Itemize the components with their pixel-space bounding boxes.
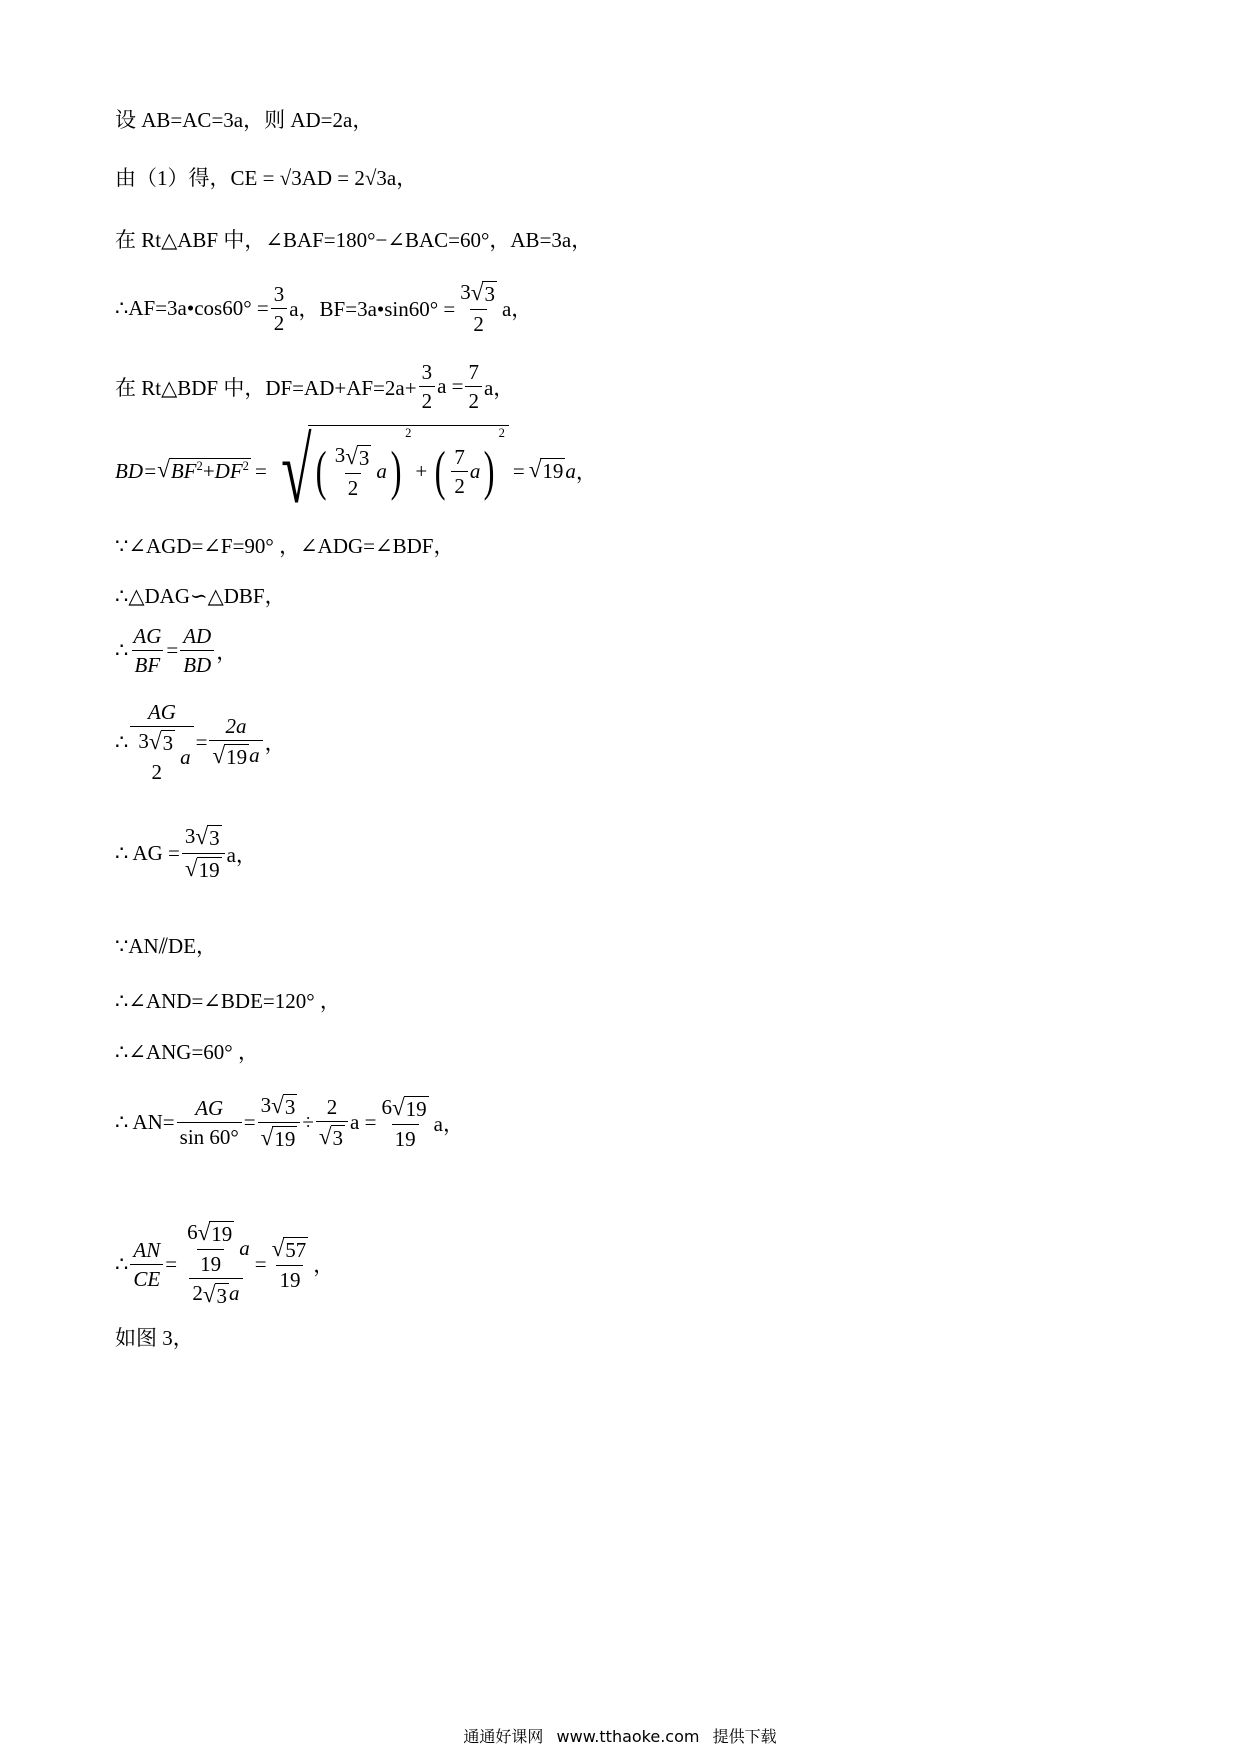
text: = xyxy=(165,1251,178,1276)
text: 如图 3， xyxy=(115,1326,194,1350)
text: ∵AN⫽DE， xyxy=(115,934,218,958)
line-4 xyxy=(115,280,532,336)
text: a = xyxy=(350,1110,377,1135)
line-14 xyxy=(115,1036,259,1066)
line-17 xyxy=(115,1322,194,1352)
text: ∵∠AGD=∠F=90° ，∠ADG=∠BDF， xyxy=(115,534,455,558)
text: 在 Rt△BDF 中，DF=AD+AF=2a+ xyxy=(115,375,417,400)
text: = xyxy=(195,729,208,754)
text: ∴∠ANG=60° ， xyxy=(115,1040,259,1064)
line-5 xyxy=(115,360,514,413)
text: ∴ xyxy=(115,729,129,754)
footer-url[interactable]: www.tthaoke.com xyxy=(556,1727,700,1746)
text: = xyxy=(166,638,179,663)
text: ∴AF=3a•cos60° = xyxy=(115,295,269,320)
fraction: 3 √ 3 2 xyxy=(460,279,495,337)
line-3 xyxy=(115,224,592,254)
line-9: ∴ $\frac{AG}{BF}$ = $\frac{AD}{BD}$ ， xyxy=(115,624,238,678)
text: a，BF=3a•sin60° = xyxy=(289,297,456,322)
sqrt: √ $BF^2+DF^2$ xyxy=(157,456,249,484)
text: ， xyxy=(216,639,238,664)
text: 由（1）得， xyxy=(115,166,231,190)
text: 在 Rt△ABF 中，∠BAF=180°−∠BAC=60°，AB=3a， xyxy=(115,228,593,252)
text: ∴ xyxy=(115,1251,129,1276)
text: a， xyxy=(483,375,515,400)
text: ∴ AN= xyxy=(115,1110,175,1135)
line-2 xyxy=(115,162,417,192)
line-6: BD= √ $BF^2+DF^2$ = √ ( 3 √ 3 2 a ) 2 + ( 7 2 a ) 2 = √ 19 a ， xyxy=(115,420,597,522)
footer-note: 提供下载 xyxy=(712,1727,777,1746)
text: ÷ xyxy=(302,1110,314,1135)
line-15: ∴ AN= $\frac{AG}{\sin 60^\circ}$ = 3 √ 3 √ 19 ÷ 2 √ 3 a = 6 √ 19 19 a， xyxy=(115,1092,464,1152)
text: BD= xyxy=(115,458,158,483)
text: a， xyxy=(433,1111,464,1136)
text: = xyxy=(243,1110,256,1135)
line-16: ∴ $\frac{AN}{CE}$ = 6 √ 19 19 a 2 √ 3 a = √ 57 19 ， xyxy=(115,1219,335,1308)
text: ∴ xyxy=(115,638,129,663)
text: a = xyxy=(437,374,464,399)
line-7 xyxy=(115,530,454,560)
footer-site: 通通好课网 xyxy=(463,1727,544,1746)
text: ， xyxy=(313,1253,335,1278)
text: ∴∠AND=∠BDE=120° ， xyxy=(115,989,341,1013)
text: = xyxy=(254,458,267,483)
text: a， xyxy=(501,297,533,322)
line-1 xyxy=(115,104,373,134)
line-8 xyxy=(115,580,286,610)
big-sqrt: √ ( 3 √ 3 2 a ) 2 + ( 7 2 a ) 2 xyxy=(271,425,509,517)
fraction: $\frac{3}{2}$ xyxy=(419,360,436,413)
formula: CE = √3AD = 2√3a， xyxy=(230,166,418,190)
text: 设 AB=AC=3a，则 AD=2a， xyxy=(115,108,374,132)
line-11: ∴ AG = 3 √ 3 √ 19 a， xyxy=(115,823,257,883)
text: = xyxy=(254,1251,267,1276)
text: ∴ AG = xyxy=(115,841,180,866)
line-13 xyxy=(115,985,341,1015)
text: ， xyxy=(575,460,597,485)
fraction: $\frac{7}{2}$ xyxy=(465,360,482,413)
line-10: ∴ AG 3 √ 3 2 a = 2a √ 19 a ， xyxy=(115,700,286,785)
text: a， xyxy=(226,842,257,867)
fraction: $\frac{3}{2}$ xyxy=(271,282,288,335)
text: ∴△DAG∽△DBF， xyxy=(115,584,286,608)
text: ， xyxy=(264,731,286,756)
line-12 xyxy=(115,930,217,960)
page-footer xyxy=(0,1724,1240,1747)
